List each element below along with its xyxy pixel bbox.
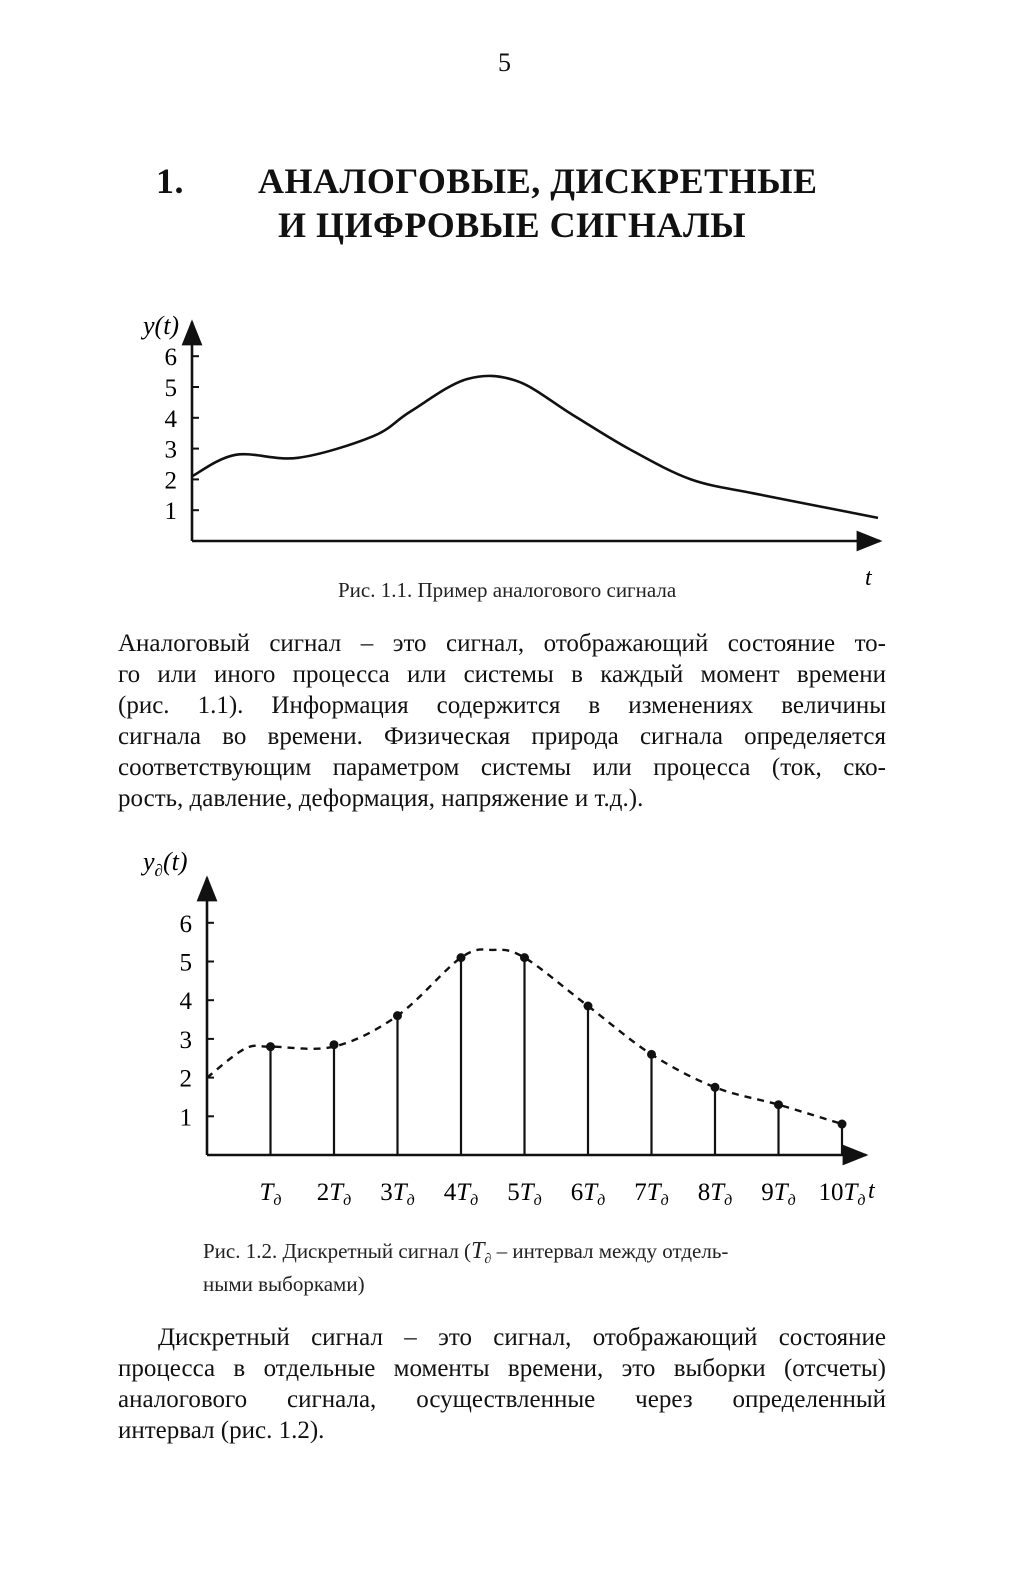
y-axis-label: $y_\partial(t)$ [143, 847, 188, 880]
sample-point [838, 1120, 847, 1129]
y-tick-label: 1 [179, 1104, 192, 1132]
x-tick-label: $4T_д$ [443, 1179, 479, 1209]
x-tick-label: $5T_д$ [507, 1179, 542, 1209]
paragraph-line: го или иного процесса или системы в каждый момент времени [118, 661, 886, 688]
paragraph-line: сигнала во времени. Физическая природа сигнала определяется [118, 723, 886, 750]
y-tick-label: 2 [164, 467, 177, 495]
x-tick-label: $2T_д$ [316, 1179, 352, 1209]
analog-signal-chart [0, 300, 1009, 610]
chapter-title-line1: АНАЛОГОВЫЕ, ДИСКРЕТНЫЕ [258, 161, 818, 201]
caption-text: Рис. 1.2. Дискретный сигнал ( [203, 1239, 472, 1263]
chapter-number: 1. [156, 161, 184, 201]
y-tick-label: 3 [179, 1026, 192, 1054]
x-tick-label: $3T_д$ [380, 1179, 415, 1209]
paragraph-discrete [118, 1322, 886, 1446]
paragraph-line: процесса в отдельные моменты времени, это выборки (отсчеты) [118, 1355, 886, 1382]
sample-point [330, 1040, 339, 1049]
y-axis-label: y(t) [143, 311, 180, 340]
x-tick-label: $7T_д$ [634, 1179, 669, 1209]
y-tick-label: 4 [164, 405, 177, 433]
paragraph-line: Аналоговый сигнал – это сигнал, отображающий состояние то- [118, 630, 886, 657]
caption-text: – интервал между отдель- [491, 1239, 729, 1263]
paragraph-line: интервал (рис. 1.2). [118, 1417, 325, 1444]
caption-symbol: T [471, 1238, 485, 1264]
x-tick-label: $9T_д$ [761, 1179, 796, 1209]
y-tick-label: 4 [179, 988, 192, 1016]
paragraph-line: соответствующим параметром системы или процесса (ток, ско- [118, 754, 886, 781]
figure2-caption-line2: ными выборками) [203, 1272, 365, 1296]
x-tick-label: $10T_д$ [818, 1179, 866, 1209]
sample-point [711, 1083, 720, 1092]
discrete-signal-chart [0, 830, 1009, 1220]
figure1-caption: Рис. 1.1. Пример аналогового сигнала [338, 578, 677, 602]
paragraph-line: (рис. 1.1). Информация содержится в изменениях величины [118, 692, 886, 719]
y-tick-label: 3 [164, 436, 177, 464]
caption-subscript: ∂ [484, 1252, 492, 1267]
y-tick-label: 6 [164, 344, 177, 372]
y-tick-label: 2 [179, 1065, 192, 1093]
paragraph-line: Дискретный сигнал – это сигнал, отображающий состояние [158, 1324, 886, 1351]
x-tick-label: $T_д$ [259, 1179, 282, 1209]
sample-point [393, 1011, 402, 1020]
x-axis-label: t [865, 565, 872, 591]
x-tick-label: $8T_д$ [697, 1179, 733, 1209]
paragraph-analog [118, 628, 886, 814]
figure2-caption-line1 [203, 1238, 728, 1268]
y-tick-label: 6 [179, 910, 192, 938]
sample-point [647, 1050, 656, 1059]
paragraph-line: аналогового сигнала, осуществленные через определенный [118, 1386, 886, 1413]
sample-point [774, 1100, 783, 1109]
sample-point [584, 1002, 593, 1011]
paragraph-line: рость, давление, деформация, напряжение и т.д.). [118, 785, 644, 812]
chapter-title-line2: И ЦИФРОВЫЕ СИГНАЛЫ [278, 205, 747, 245]
x-axis-label: t [868, 1178, 875, 1204]
sample-point [457, 953, 466, 962]
sample-point [520, 953, 529, 962]
x-tick-label: $6T_д$ [570, 1179, 606, 1209]
page-number: 5 [498, 48, 511, 77]
y-tick-label: 5 [164, 375, 177, 402]
sample-point [266, 1042, 275, 1051]
y-tick-label: 1 [164, 498, 177, 526]
y-tick-label: 5 [179, 949, 192, 977]
analog-signal-curve [192, 376, 878, 518]
